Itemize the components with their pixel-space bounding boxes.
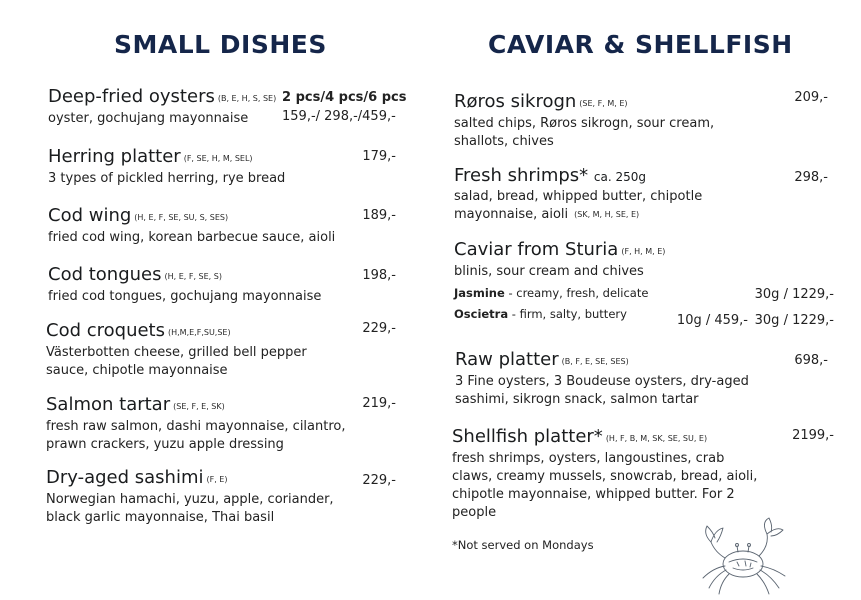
item-size: ca. 250g bbox=[593, 170, 646, 184]
variant-price: 30g / 1229,- bbox=[754, 313, 834, 328]
item-price: 189,- bbox=[362, 208, 396, 223]
small-dishes-heading: SMALL DISHES bbox=[114, 30, 327, 59]
item-description: claws, creamy mussels, snowcrab, bread, aioli, bbox=[452, 469, 758, 484]
item-description: Norwegian hamachi, yuzu, apple, coriander, bbox=[46, 492, 334, 507]
menu-item-herring-platter bbox=[48, 146, 285, 188]
item-name: Raw platter bbox=[455, 349, 559, 370]
item-price: 298,- bbox=[794, 170, 828, 185]
menu-item-roros-sikrogn bbox=[454, 91, 714, 151]
variant-name: Oscietra bbox=[454, 307, 509, 321]
item-name: Salmon tartar bbox=[46, 394, 171, 415]
item-description: chipotle mayonnaise, whipped butter. For 2 bbox=[452, 487, 735, 502]
item-price: 179,- bbox=[362, 149, 396, 164]
item-description: blinis, sour cream and chives bbox=[454, 264, 644, 279]
item-name: Herring platter bbox=[48, 146, 181, 167]
crab-illustration-icon bbox=[693, 516, 797, 598]
item-description: shallots, chives bbox=[454, 134, 554, 149]
item-allergens: (H, E, F, SE, SU, S, SES) bbox=[134, 213, 229, 222]
item-price: 159,-/ 298,-/459,- bbox=[282, 109, 396, 124]
item-allergens: (B, F, E, SE, SES) bbox=[561, 357, 629, 366]
item-price: 198,- bbox=[362, 268, 396, 283]
item-description: oyster, gochujang mayonnaise bbox=[48, 111, 249, 126]
menu-item-shellfish-platter bbox=[452, 426, 757, 522]
item-allergens: (H, E, F, SE, S) bbox=[164, 272, 222, 281]
menu-item-cod-wing bbox=[48, 205, 335, 247]
item-description: fried cod tongues, gochujang mayonnaise bbox=[48, 289, 322, 304]
item-description: salad, bread, whipped butter, chipotle bbox=[454, 189, 703, 204]
item-price: 209,- bbox=[794, 90, 828, 105]
item-name: Caviar from Sturia bbox=[454, 239, 619, 260]
item-description: Västerbotten cheese, grilled bell pepper bbox=[46, 345, 307, 360]
item-description: 3 types of pickled herring, rye bread bbox=[48, 171, 286, 186]
item-allergens: (B, E, H, S, SE) bbox=[217, 94, 277, 103]
item-description: people bbox=[452, 505, 497, 520]
item-price: 229,- bbox=[362, 473, 396, 488]
menu-item-raw-platter bbox=[455, 349, 749, 409]
item-name: Fresh shrimps* bbox=[454, 165, 589, 186]
menu-item-salmon-tartar bbox=[46, 394, 346, 454]
item-price: 219,- bbox=[362, 396, 396, 411]
item-allergens: (F, E) bbox=[206, 475, 228, 484]
caviar-shellfish-heading: CAVIAR & SHELLFISH bbox=[488, 30, 793, 59]
menu-item-cod-croquets bbox=[46, 320, 307, 380]
item-allergens: (SE, F, E, SK) bbox=[173, 402, 225, 411]
menu-item-deep-fried-oysters bbox=[48, 86, 276, 128]
item-name: Røros sikrogn bbox=[454, 91, 577, 112]
item-allergens: (H, F, B, M, SK, SE, SU, E) bbox=[605, 434, 708, 443]
caviar-variant-jasmine bbox=[454, 285, 648, 301]
item-description: black garlic mayonnaise, Thai basil bbox=[46, 510, 275, 525]
variant-price: 30g / 1229,- bbox=[754, 287, 834, 302]
item-price-header: 2 pcs/4 pcs/6 pcs bbox=[282, 90, 407, 105]
variant-description: - creamy, fresh, delicate bbox=[504, 286, 649, 300]
caviar-variant-oscietra bbox=[454, 306, 627, 322]
item-name: Cod tongues bbox=[48, 264, 162, 285]
item-allergens: (SK, M, H, SE, E) bbox=[574, 210, 640, 219]
item-price: 698,- bbox=[794, 353, 828, 368]
variant-name: Jasmine bbox=[454, 286, 505, 300]
item-price: 2199,- bbox=[792, 428, 834, 443]
item-price: 229,- bbox=[362, 321, 396, 336]
item-name: Dry-aged sashimi bbox=[46, 467, 204, 488]
item-allergens: (F, SE, H, M, SEL) bbox=[183, 154, 253, 163]
item-description: fresh shrimps, oysters, langoustines, crab bbox=[452, 451, 725, 466]
variant-price-small: 10g / 459,- bbox=[676, 313, 748, 328]
item-allergens: (SE, F, M, E) bbox=[579, 99, 628, 108]
item-allergens: (F, H, M, E) bbox=[621, 247, 666, 256]
item-name: Shellfish platter* bbox=[452, 426, 603, 447]
item-description: mayonnaise, aioli bbox=[454, 207, 569, 222]
item-description: fried cod wing, korean barbecue sauce, aioli bbox=[48, 230, 336, 245]
item-allergens: (H,M,E,F,SU,SE) bbox=[168, 328, 231, 337]
item-name: Deep-fried oysters bbox=[48, 86, 215, 107]
menu-item-caviar-from-sturia bbox=[454, 239, 665, 281]
item-description: fresh raw salmon, dashi mayonnaise, cilantro, bbox=[46, 419, 346, 434]
item-description: sashimi, sikrogn snack, salmon tartar bbox=[455, 392, 699, 407]
menu-item-fresh-shrimps bbox=[454, 165, 702, 224]
item-description: 3 Fine oysters, 3 Boudeuse oysters, dry-aged bbox=[455, 374, 749, 389]
menu-item-dry-aged-sashimi bbox=[46, 467, 334, 527]
menu-item-cod-tongues bbox=[48, 264, 321, 306]
item-name: Cod wing bbox=[48, 205, 132, 226]
item-description: salted chips, Røros sikrogn, sour cream, bbox=[454, 116, 715, 131]
item-name: Cod croquets bbox=[46, 320, 165, 341]
footnote: *Not served on Mondays bbox=[452, 538, 594, 552]
variant-description: - firm, salty, buttery bbox=[508, 307, 627, 321]
item-description: sauce, chipotle mayonnaise bbox=[46, 363, 228, 378]
item-description: prawn crackers, yuzu apple dressing bbox=[46, 437, 284, 452]
